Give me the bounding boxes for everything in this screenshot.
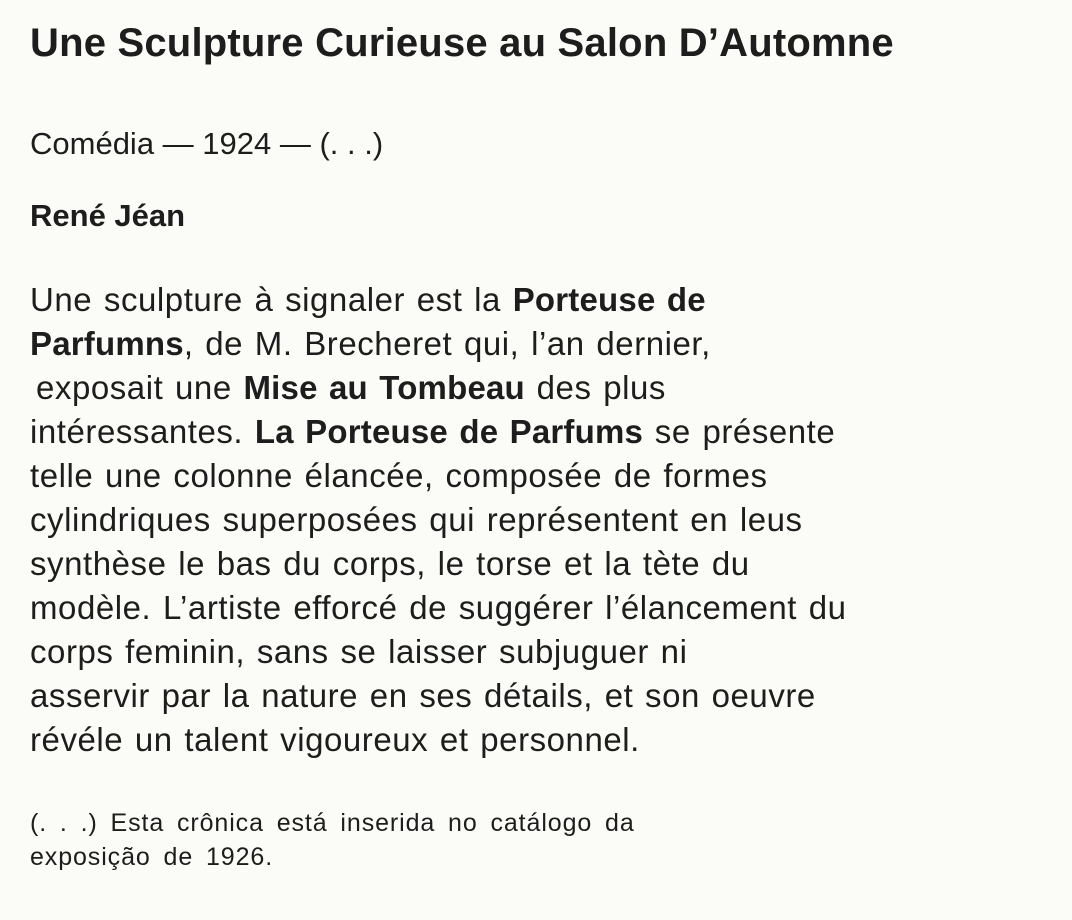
body-text-segment: , de M. Brecheret qui, l’an dernier,: [183, 325, 711, 362]
body-line: révéle un talent vigoureux et personnel.: [30, 721, 640, 758]
body-text-segment: intéressantes.: [30, 413, 255, 450]
body-line: corps feminin, sans se laisser subjuguer ni: [30, 633, 688, 670]
body-line: modèle. L’artiste efforcé de suggérer l’élancement du: [30, 589, 847, 626]
body-line: asservir par la nature en ses détails, et son oeuvre: [30, 677, 816, 714]
body-line: cylindriques superposées qui représentent en leus: [30, 501, 803, 538]
body-text-segment: se présente: [643, 413, 836, 450]
body-text-segment: Une sculpture à signaler est la: [30, 281, 513, 318]
source-line: Comédia — 1924 — (. . .): [30, 126, 384, 161]
footnote: [30, 806, 1050, 874]
author-name: René Jéan: [30, 198, 186, 233]
body-line: [30, 366, 1050, 410]
body-line: [30, 322, 1050, 366]
bold-title-la-porteuse: La Porteuse de Parfums: [254, 413, 644, 450]
bold-title-mise-au-tombeau: Mise au Tombeau: [243, 369, 525, 406]
body-line: [30, 410, 1050, 454]
bold-title-parfumns: Parfumns: [30, 325, 184, 362]
footnote-line: exposição de 1926.: [30, 843, 274, 871]
body-line: synthèse le bas du corps, le torse et la tète du: [30, 545, 750, 582]
article-body: [30, 278, 1050, 762]
bold-title-porteuse: Porteuse de: [512, 281, 706, 318]
body-text-segment: des plus: [524, 369, 666, 406]
article-title: Une Sculpture Curieuse au Salon D’Automne: [30, 21, 894, 65]
body-line: telle une colonne élancée, composée de formes: [30, 457, 768, 494]
body-text-segment: exposait une: [36, 369, 244, 406]
body-line: [30, 278, 1050, 322]
footnote-line: (. . .) Esta crônica está inserida no catálogo da: [30, 809, 635, 837]
